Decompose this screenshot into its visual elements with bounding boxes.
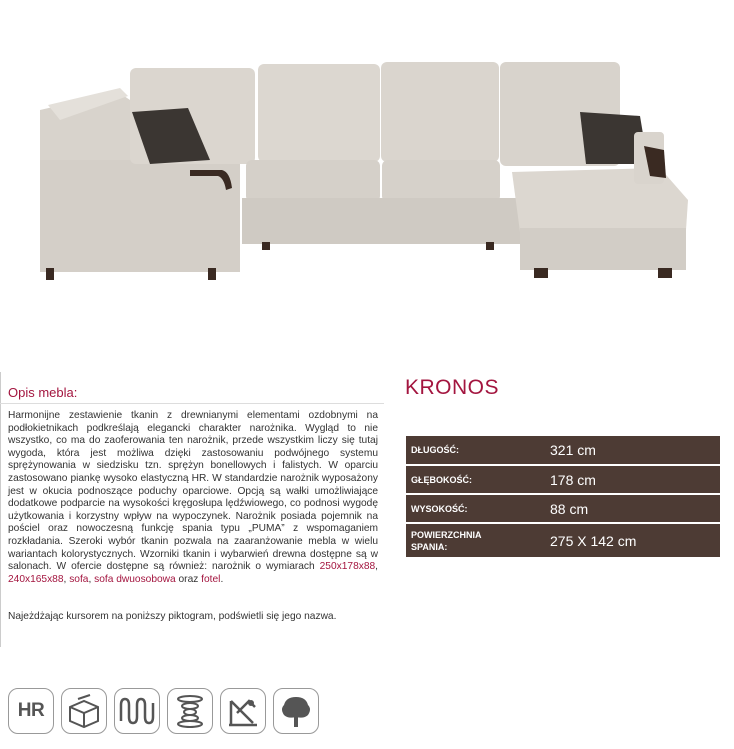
recline-mechanism-icon[interactable] [220,688,266,734]
spec-row-sleeping-area [406,524,720,557]
wavy-springs-icon[interactable] [114,688,160,734]
spec-value: 321 cm [550,442,596,458]
spec-value: 275 X 142 cm [550,532,637,549]
separator: oraz [175,573,202,585]
spec-row-length [406,436,720,464]
wood-tree-icon[interactable] [273,688,319,734]
spec-row-height [406,495,720,522]
description-rule [0,403,384,404]
variant-link-fotel[interactable]: fotel [201,573,221,585]
variant-link-sofa[interactable]: sofa [69,573,89,585]
spec-key: DŁUGOŚĆ: [411,445,459,455]
description-divider [0,372,1,647]
spec-key-line2: SPANIA: [411,541,448,552]
hr-label: HR [17,700,45,721]
storage-box-icon[interactable] [61,688,107,734]
spec-key: GŁĘBOKOŚĆ: [411,474,473,485]
product-title: KRONOS [405,376,500,399]
spec-key-line1: POWIERZCHNIA [411,529,482,540]
variant-link-240x165x88[interactable]: 240x165x88 [8,573,64,585]
spec-key: WYSOKOŚĆ: [411,503,468,514]
variant-link-sofa-dwuosobowa[interactable]: sofa dwuosobowa [94,573,176,585]
spec-value: 178 cm [550,471,596,488]
specs-table [406,436,720,559]
description-text [8,410,378,586]
spec-value: 88 cm [550,500,589,517]
pictogram-hint: Najeżdżając kursorem na poniższy piktogram, podświetli się jego nazwa. [8,611,337,622]
separator: , [63,573,70,585]
description-label: Opis mebla: [8,385,78,400]
separator: , [375,561,378,573]
hr-foam-icon[interactable] [8,688,54,734]
variant-link-250x178x88[interactable]: 250x178x88 [319,561,376,573]
product-image [0,0,734,345]
bonell-spring-icon[interactable] [167,688,213,734]
description-main-text: Harmonijne zestawienie tkanin z drewnianymi elementami ozdobnymi na podłokietnikach podkreślają elegancki charakter narożnika. Wygląd to nie wszystko, co ma do zaoferowania ten narożnik, przede wszystkim liczy się tutaj wygoda, która jest możliwa dzięki zastosowaniu podwójnego systemu sprężynowania w siedzisku tzn. sprężyn bonellowych i falistych. W oparciu zastosowano piankę wysoko elastyczną HR. W standardzie narożnik wyposażony jest w okucia podnoszące poduchy oparciowe. Opcją są wałki umożliwiające dodatkowe podparcie na wysokości kręgosłupa lędźwiowego, co podnosi wygodę użytkowania i korzystny wpływ na wypoczynek. Narożnik posiada pojemnik na pościel oraz nowoczesną funkcję spania typu „PUMA” z wspomaganiem rozkładania. Szeroki wybór tkanin pozwala na zaaranżowanie mebla w wielu wariantach kolorystycznych. Wzorniki tkanin i wybarwień drewna dostępne są w salonach. W ofercie dostępne są również: narożnik o wymiarach [8,410,378,573]
period: . [220,573,224,585]
spec-row-depth [406,466,720,493]
pictogram-row [8,688,319,734]
separator: , [88,573,95,585]
spec-key [406,529,550,553]
